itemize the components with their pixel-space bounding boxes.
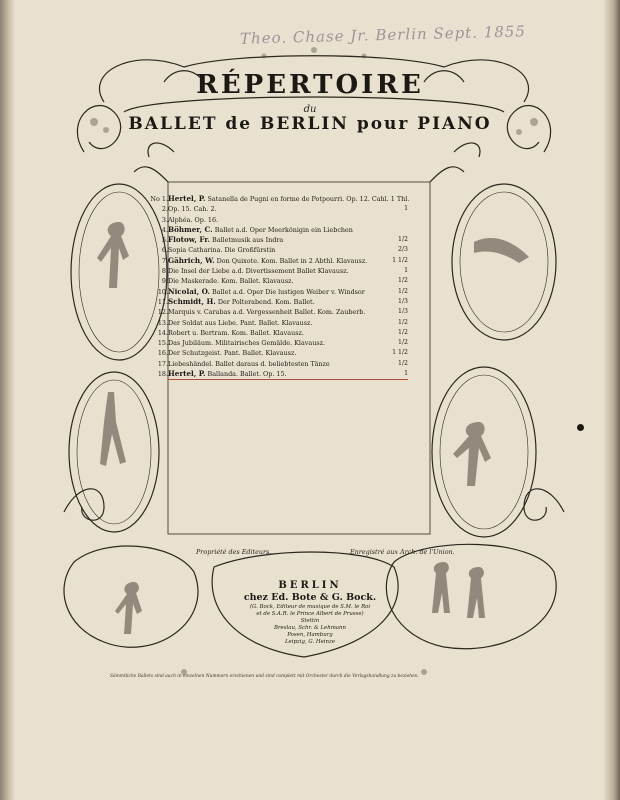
repertoire-price: 1/3 bbox=[398, 308, 408, 316]
repertoire-row bbox=[161, 255, 408, 266]
repertoire-row bbox=[157, 318, 408, 328]
repertoire-row bbox=[161, 204, 408, 214]
repertoire-number: 4. bbox=[161, 225, 168, 234]
repertoire-work: Liebeshändel. Ballet daraus d. beliebtesten Tänze bbox=[168, 359, 330, 368]
repertoire-row bbox=[157, 369, 408, 380]
repertoire-work: Balletmusik aus Indra bbox=[212, 236, 284, 245]
repertoire-price: 1 bbox=[404, 370, 408, 378]
publisher-line: et de S.A.R. le Prince Albert de Prusse) bbox=[256, 611, 364, 617]
repertoire-work: Sopia Catharina. Die Großfürstin bbox=[168, 246, 276, 255]
handwritten-note: Theo. Chase Jr. Berlin Sept. 1855 bbox=[239, 22, 527, 48]
repertoire-work: Ballet a.d. Oper Die lustigen Weiber v. Windsor bbox=[211, 287, 365, 296]
repertoire-price: 1/2 bbox=[398, 236, 408, 244]
repertoire-price: 1/2 bbox=[398, 318, 408, 326]
title-subtitle: BALLET de BERLIN pour PIANO bbox=[128, 114, 492, 134]
repertoire-composer: Böhmer, C. bbox=[168, 224, 213, 234]
repertoire-price: 1 bbox=[404, 205, 408, 213]
repertoire-row bbox=[161, 245, 408, 255]
repertoire-work: Das Jubiläum. Militairisches Gemälde. Klavausz. bbox=[168, 339, 325, 348]
repertoire-work: Der Polterabend. Kom. Ballet. bbox=[217, 297, 315, 306]
repertoire-price: 1/2 bbox=[398, 328, 408, 336]
repertoire-work: Ballet a.d. Oper Meerkönigin ein Liebchen bbox=[214, 225, 353, 234]
repertoire-number: 9. bbox=[161, 277, 168, 286]
repertoire-composer: Schmidt, H. bbox=[168, 296, 216, 306]
repertoire-price: 1 1/2 bbox=[392, 349, 408, 357]
title-du: du bbox=[303, 104, 317, 115]
publisher-line: (G. Bock, Editeur de musique de S.M. le Roi bbox=[249, 604, 371, 610]
repertoire-work: Op. 15. Cah. 2. bbox=[168, 205, 217, 214]
repertoire-work: Alphéa. Op. 16. bbox=[168, 215, 219, 224]
repertoire-row bbox=[161, 224, 408, 235]
publisher-line: Breslau, Schr. & Lehmann bbox=[274, 625, 346, 631]
repertoire-row bbox=[157, 359, 408, 369]
repertoire-work: Der Schutzgeist. Pant. Ballet. Klavausz. bbox=[168, 349, 297, 358]
repertoire-number: 14. bbox=[157, 328, 168, 337]
enregistre-note: Enregistré aux Arch. de l'Union. bbox=[350, 548, 455, 556]
repertoire-work: Die Insel der Liebe a.d. Divertissement Ballet Klavausz. bbox=[168, 267, 349, 276]
repertoire-price: 1 1/2 bbox=[392, 256, 408, 264]
title-repertoire: RÉPERTOIRE bbox=[196, 70, 424, 100]
repertoire-row bbox=[150, 194, 410, 204]
repertoire-row bbox=[157, 296, 408, 307]
repertoire-row bbox=[161, 215, 408, 225]
publisher-line: Posen, Hamburg bbox=[287, 632, 333, 638]
repertoire-price: 1/2 bbox=[398, 339, 408, 347]
repertoire-price: 1/2 bbox=[398, 277, 408, 285]
binding-hole bbox=[577, 424, 584, 431]
publisher-line: Leipzig, G. Heinze bbox=[284, 639, 336, 645]
repertoire-price: 1 bbox=[404, 267, 408, 275]
repertoire-work: Ballanda. Ballet. Op. 15. bbox=[207, 370, 287, 379]
repertoire-composer: Hertel, P. bbox=[168, 369, 206, 379]
repertoire-list bbox=[150, 194, 410, 380]
repertoire-row bbox=[157, 328, 408, 338]
bottom-note: Sämmtliche Ballets sind auch in einzelnen Nummern erschienen und sind complett mit Orchester durch die Verlagshandlung zu beziehen. bbox=[110, 674, 419, 679]
publisher-name: chez Ed. Bote & G. Bock. bbox=[243, 592, 377, 603]
repertoire-number: 17. bbox=[157, 359, 168, 368]
repertoire-number: 3. bbox=[161, 215, 168, 224]
repertoire-composer: Nicolai, O. bbox=[168, 286, 210, 296]
repertoire-number: 10. bbox=[157, 287, 168, 296]
repertoire-work: Marquis v. Carabas a.d. Vergessenheit Ballet. Kom. Zauberb. bbox=[168, 308, 366, 317]
repertoire-number: No 1. bbox=[150, 195, 168, 203]
repertoire-row bbox=[161, 235, 408, 245]
repertoire-row bbox=[161, 266, 408, 276]
repertoire-composer: Gährich, W. bbox=[168, 255, 215, 265]
repertoire-number: 16. bbox=[157, 349, 168, 358]
repertoire-number: 12. bbox=[157, 308, 168, 317]
repertoire-row bbox=[157, 307, 408, 317]
repertoire-composer: Hertel, P. bbox=[168, 194, 206, 203]
repertoire-number: 8. bbox=[161, 267, 168, 276]
repertoire-row bbox=[161, 276, 408, 286]
repertoire-number: 15. bbox=[157, 339, 168, 348]
repertoire-number: 2. bbox=[161, 205, 168, 214]
repertoire-price: 1/3 bbox=[398, 297, 408, 305]
repertoire-price: 1/2 bbox=[398, 287, 408, 295]
repertoire-work: Die Maskerade. Kom. Ballet. Klavausz. bbox=[168, 277, 294, 286]
repertoire-composer: Flotow, Fr. bbox=[168, 235, 210, 245]
publisher-city: BERLIN bbox=[278, 580, 342, 591]
repertoire-work: Don Quixote. Kom. Ballet in 2 Abthl. Klavausz. bbox=[216, 256, 368, 265]
repertoire-row bbox=[157, 286, 408, 297]
repertoire-number: 11. bbox=[157, 297, 168, 306]
repertoire-number: 18. bbox=[157, 370, 168, 379]
publisher-line: Stettin bbox=[300, 618, 320, 624]
repertoire-price: 1/2 bbox=[398, 359, 408, 367]
repertoire-work: Der Soldat aus Liebe. Pant. Ballet. Klavausz. bbox=[168, 318, 313, 327]
repertoire-number: 5. bbox=[161, 236, 168, 245]
repertoire-number: 13. bbox=[157, 318, 168, 327]
repertoire-price: 2/3 bbox=[398, 246, 408, 254]
repertoire-number: 7. bbox=[161, 256, 168, 265]
repertoire-work: Satanella de Pugni en forme de Potpourri. Op. 12. Cahl. 1 Thl. bbox=[207, 195, 410, 203]
propriete-note: Propriété des Editeurs. bbox=[196, 548, 272, 556]
repertoire-row bbox=[157, 338, 408, 348]
repertoire-row bbox=[157, 348, 408, 358]
repertoire-number: 6. bbox=[161, 246, 168, 255]
repertoire-work: Robert u. Bertram. Kom. Ballet. Klavausz. bbox=[168, 328, 304, 337]
